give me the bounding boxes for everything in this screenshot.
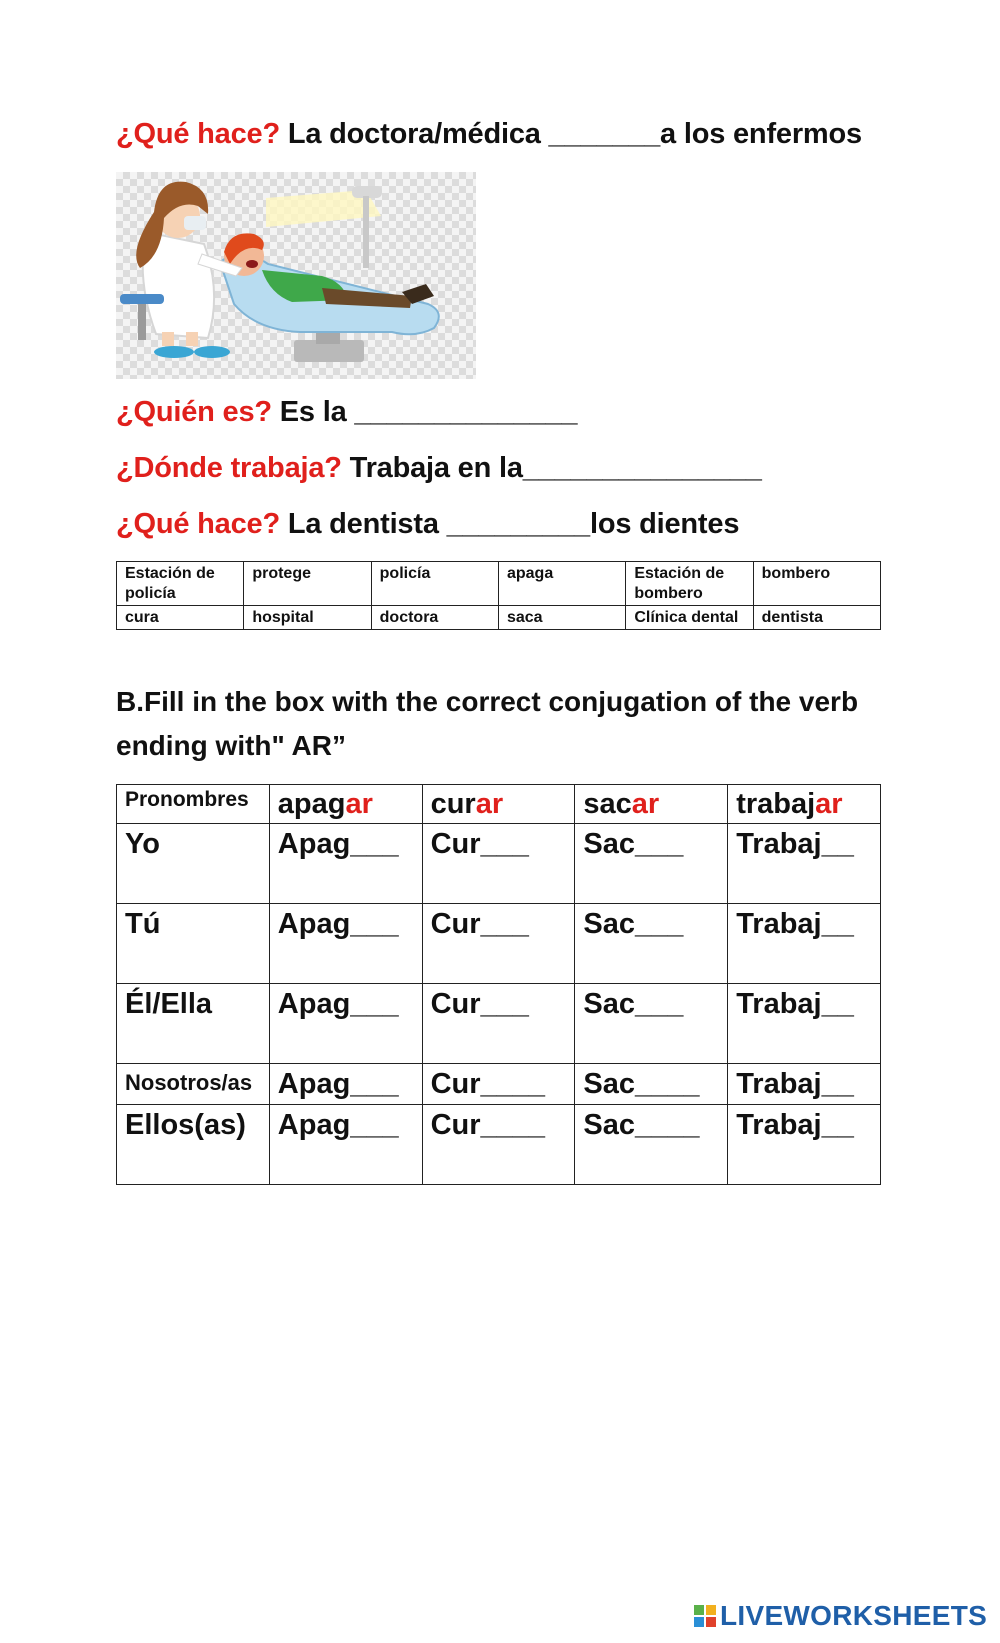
question-prompt: ¿Qué hace?	[116, 508, 280, 540]
answer-cell[interactable]: Trabaj__	[728, 824, 881, 904]
verb-stem: cur	[430, 788, 476, 820]
word-bank-row	[117, 562, 881, 606]
answer-cell[interactable]: Trabaj__	[728, 1064, 881, 1105]
question-prompt: ¿Dónde trabaja?	[116, 452, 342, 484]
pronoun-cell: Nosotros/as	[117, 1064, 270, 1105]
word-bank-cell: policía	[371, 562, 498, 606]
question-what-does-doctor-do	[116, 118, 862, 151]
verb-header-curar	[422, 785, 575, 824]
answer-cell[interactable]: Sac___	[575, 984, 728, 1064]
question-text: Trabaja en la_______________	[341, 452, 762, 484]
verb-header-trabajar	[728, 785, 881, 824]
conjugation-header-row	[117, 785, 881, 824]
answer-cell[interactable]: Apag___	[269, 824, 422, 904]
question-prompt: ¿Quién es?	[116, 396, 272, 428]
answer-cell[interactable]: Sac___	[575, 824, 728, 904]
dentist-treating-patient-icon	[116, 172, 476, 379]
conjugation-table	[116, 784, 881, 1185]
liveworksheets-logo-icon	[694, 1605, 716, 1627]
liveworksheets-brand[interactable]	[694, 1600, 987, 1632]
verb-ending: ar	[345, 788, 373, 820]
conjugation-row-tu	[117, 904, 881, 984]
answer-cell[interactable]: Apag___	[269, 1064, 422, 1105]
word-bank-cell: hospital	[244, 606, 371, 630]
conjugation-row-el-ella	[117, 984, 881, 1064]
dentist-illustration	[116, 172, 476, 379]
verb-ending: ar	[475, 788, 504, 820]
brand-name: LIVEWORKSHEETS	[720, 1600, 988, 1631]
question-text: La dentista _________los dientes	[280, 508, 740, 540]
pronoun-cell: Yo	[117, 824, 270, 904]
word-bank-cell: protege	[244, 562, 371, 606]
answer-cell[interactable]: Trabaj__	[728, 1105, 881, 1185]
question-text: Es la ______________	[271, 396, 578, 428]
answer-cell[interactable]: Sac____	[575, 1064, 728, 1105]
conjugation-row-ellos	[117, 1105, 881, 1185]
answer-cell[interactable]: Trabaj__	[728, 904, 881, 984]
answer-cell[interactable]: Cur___	[422, 984, 575, 1064]
question-what-does-dentist-do	[116, 508, 739, 541]
section-b-instruction: B.Fill in the box with the correct conjugation of the verb ending with" AR”	[116, 686, 859, 761]
word-bank-table	[116, 561, 881, 630]
word-bank-row	[117, 606, 881, 630]
answer-cell[interactable]: Cur____	[422, 1105, 575, 1185]
answer-cell[interactable]: Apag___	[269, 984, 422, 1064]
verb-ending: ar	[815, 788, 843, 820]
answer-cell[interactable]: Cur___	[422, 824, 575, 904]
conjugation-row-nosotros	[117, 1064, 881, 1105]
answer-cell[interactable]: Sac____	[575, 1105, 728, 1185]
answer-cell[interactable]: Apag___	[269, 1105, 422, 1185]
pronoun-cell: Él/Ella	[117, 984, 270, 1064]
word-bank-cell: Clínica dental	[626, 606, 753, 630]
question-prompt: ¿Qué hace?	[116, 118, 280, 150]
answer-cell[interactable]: Apag___	[269, 904, 422, 984]
conjugation-row-yo	[117, 824, 881, 904]
word-bank-cell: dentista	[753, 606, 880, 630]
word-bank-cell: Estación de policía	[117, 562, 244, 606]
pronoun-cell: Tú	[117, 904, 270, 984]
question-who-is-it	[116, 396, 577, 429]
answer-cell[interactable]: Trabaj__	[728, 984, 881, 1064]
answer-cell[interactable]: Sac___	[575, 904, 728, 984]
question-where-work	[116, 452, 762, 485]
verb-header-sacar	[575, 785, 728, 824]
question-text: La doctora/médica _______a los enfermos	[280, 118, 862, 150]
answer-cell[interactable]: Cur___	[422, 904, 575, 984]
word-bank-cell: bombero	[753, 562, 880, 606]
verb-stem: sac	[583, 788, 632, 820]
word-bank-cell: saca	[498, 606, 625, 630]
verb-stem: apag	[277, 788, 346, 820]
word-bank-cell: Estación de bombero	[626, 562, 753, 606]
word-bank-cell: cura	[117, 606, 244, 630]
answer-cell[interactable]: Cur____	[422, 1064, 575, 1105]
verb-stem: trabaj	[736, 788, 816, 820]
pronoun-cell: Ellos(as)	[117, 1105, 270, 1185]
word-bank-cell: apaga	[498, 562, 625, 606]
word-bank-cell: doctora	[371, 606, 498, 630]
pronouns-header: Pronombres	[117, 785, 270, 824]
verb-header-apagar	[269, 785, 422, 824]
verb-ending: ar	[631, 788, 660, 820]
